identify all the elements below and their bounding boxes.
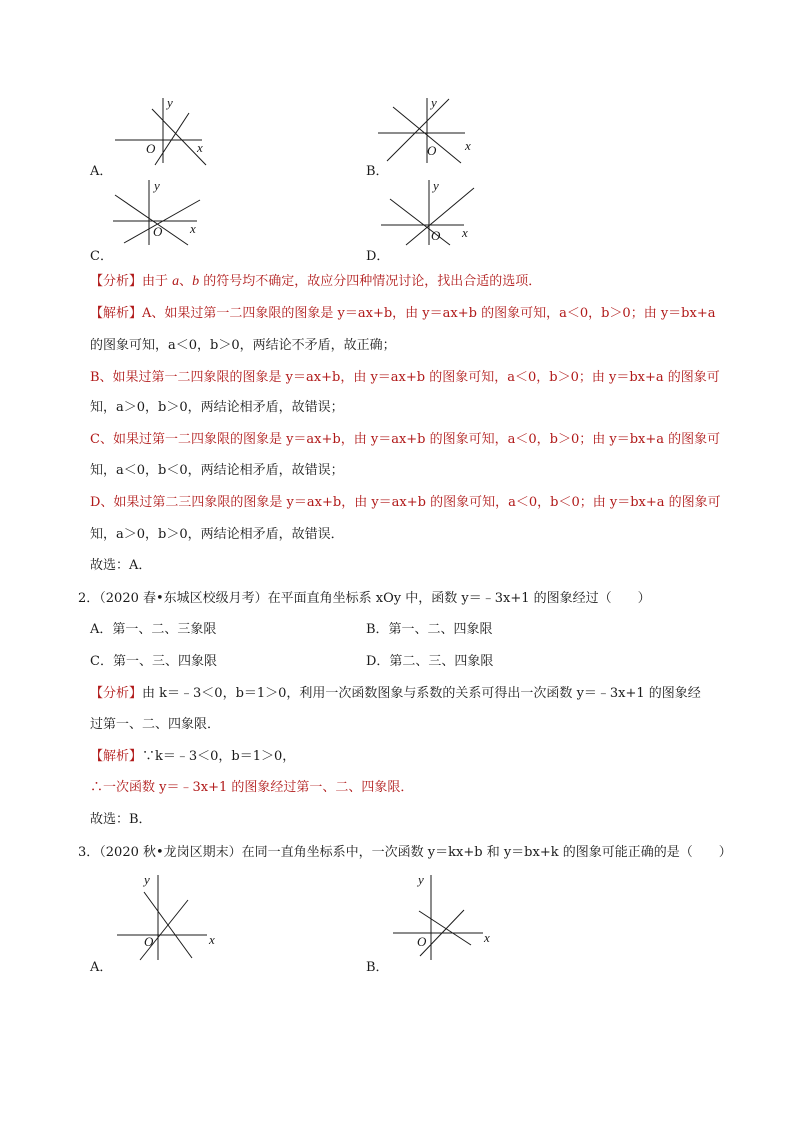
q2-analysis-line-2: 过第一、二、四象限． [90, 717, 221, 732]
origin-label: O [144, 934, 154, 949]
x-label: x [465, 138, 471, 153]
q1-solution-line-6: 知，a＜0，b＜0，两结论相矛盾，故错误； [90, 463, 344, 478]
origin-label: O [153, 224, 163, 239]
q1-solution-line-7: D、如果过第二三四象限的图象是 y＝ax+b，由 y＝ax+b 的图象可知，a＜0，b＜0；由 y＝bx+a 的图象可 [90, 495, 721, 510]
graph-option-c [110, 177, 220, 247]
q3-option-a-label: A． [90, 960, 113, 975]
origin-label: O [431, 228, 441, 243]
y-label: y [431, 95, 437, 110]
y-label: y [433, 178, 439, 193]
option-c-label: C． [90, 249, 113, 264]
origin-label: O [427, 143, 437, 158]
solution-tag: 【解析】 [90, 306, 143, 321]
q1-solution-line-8: 知，a＞0，b＞0，两结论相矛盾，故错误． [90, 527, 344, 542]
x-label: x [484, 930, 490, 945]
graph-q3-option-b [390, 872, 500, 962]
q1-analysis: 【分析】由于 a、b 的符号均不确定，故应分四种情况讨论，找出合适的选项． [90, 274, 542, 289]
q2-answer: 故选：B． [90, 812, 152, 827]
q2-solution-line-1: 【解析】∵k＝﹣3＜0，b＝1＞0， [90, 749, 296, 764]
analysis-tag: 【分析】 [90, 686, 143, 701]
q1-solution-line-5: C、如果过第一二四象限的图象是 y＝ax+b，由 y＝ax+b 的图象可知，a＜0，b＞0；由 y＝bx+a 的图象可 [90, 432, 721, 447]
origin-label: O [146, 141, 156, 156]
line-1 [115, 195, 188, 245]
q2-option-d: D．第二、三、四象限 [366, 654, 494, 669]
q1-solution-line-4: 知，a＞0，b＞0，两结论相矛盾，故错误； [90, 400, 344, 415]
solution-tag: 【解析】 [90, 749, 143, 764]
analysis-tag: 【分析】 [90, 274, 143, 289]
line-2 [387, 99, 449, 161]
option-a-label: A． [90, 164, 113, 179]
origin-label: O [417, 934, 427, 949]
q2-analysis-line-1: 【分析】由 k＝﹣3＜0，b＝1＞0，利用一次函数图象与系数的关系可得出一次函数 y＝﹣3x+1 的图象经 [90, 686, 701, 701]
q2-option-b: B．第一、二、四象限 [366, 622, 493, 637]
q3-stem: 3．（2020 秋•龙岗区期末）在同一直角坐标系中，一次函数 y＝kx+b 和 y＝bx+k 的图象可能正确的是（ ） [78, 845, 732, 860]
q1-solution-line-3: B、如果过第一二四象限的图象是 y＝ax+b，由 y＝ax+b 的图象可知，a＜0，b＞0；由 y＝bx+a 的图象可 [90, 370, 720, 385]
x-label: x [209, 932, 215, 947]
line-1 [419, 911, 471, 945]
y-label: y [144, 872, 150, 887]
graph-option-d [378, 177, 488, 247]
option-d-label: D． [366, 249, 390, 264]
q1-answer: 故选：A． [90, 558, 152, 573]
graph-option-a [110, 95, 220, 165]
x-label: x [190, 221, 196, 236]
graph-q3-option-a [112, 872, 222, 962]
q2-stem: 2．（2020 春•东城区校级月考）在平面直角坐标系 xOy 中，函数 y＝﹣3x+1 的图象经过（ ） [78, 591, 651, 606]
x-label: x [197, 140, 203, 155]
q2-solution-line-2: ∴一次函数 y＝﹣3x+1 的图象经过第一、二、四象限． [90, 780, 414, 795]
y-label: y [418, 872, 424, 887]
graph-option-b [375, 95, 485, 165]
line-2 [155, 113, 189, 165]
y-label: y [154, 178, 160, 193]
line-1 [390, 199, 450, 245]
q2-option-a: A．第一、二、三象限 [90, 622, 217, 637]
option-b-label: B． [366, 164, 389, 179]
q1-solution-line-1: 【解析】A、如果过第一二四象限的图象是 y＝ax+b，由 y＝ax+b 的图象可知，a＜0，b＞0；由 y＝bx+a [90, 306, 716, 321]
q1-solution-line-2: 的图象可知，a＜0，b＞0，两结论不矛盾，故正确； [90, 338, 396, 353]
q3-option-b-label: B． [366, 960, 389, 975]
y-label: y [167, 95, 173, 110]
q2-option-c: C．第一、三、四象限 [90, 654, 217, 669]
x-label: x [462, 225, 468, 240]
line-2 [140, 900, 188, 960]
